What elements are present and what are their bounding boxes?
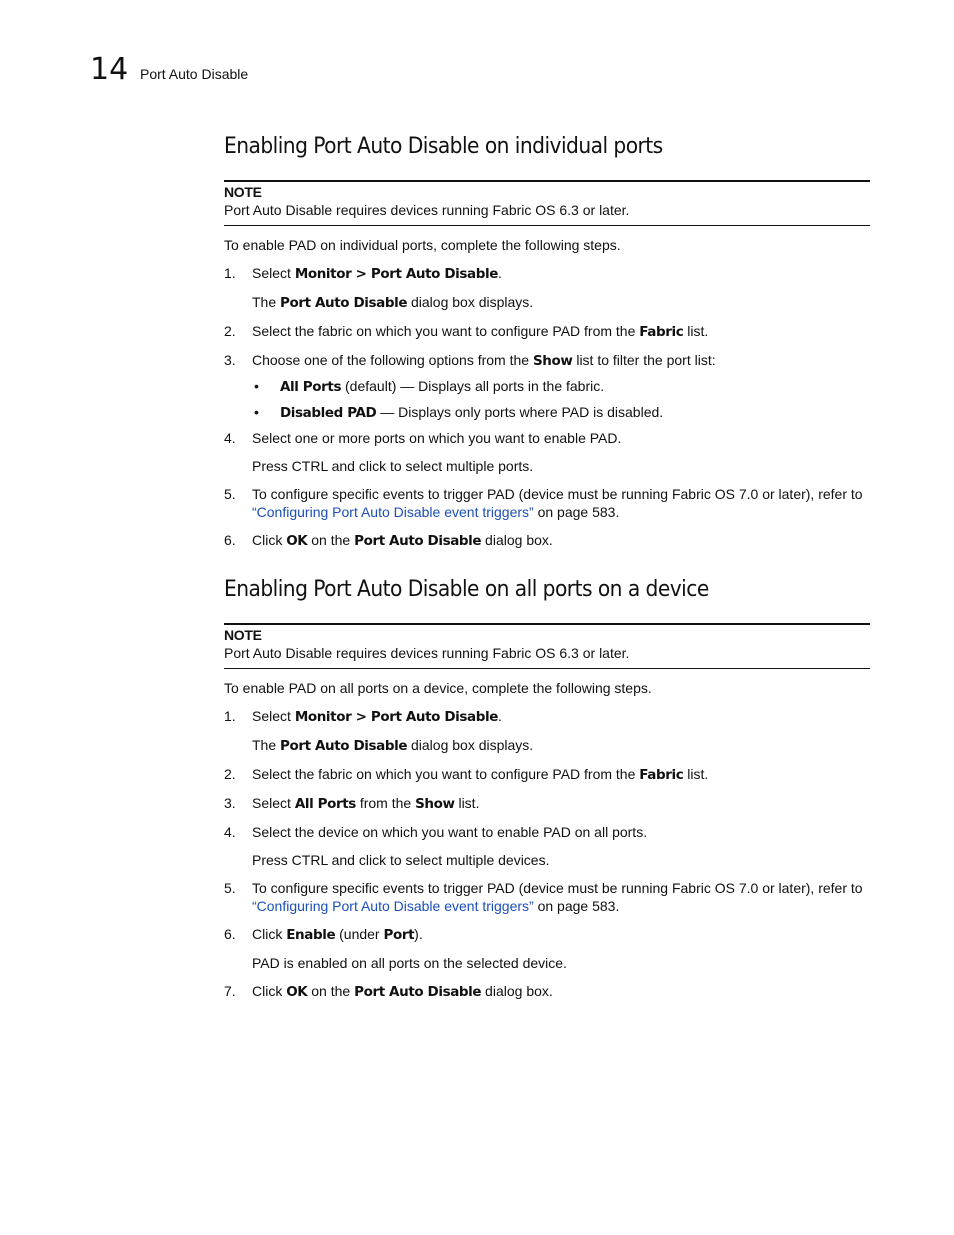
steps-list — [224, 264, 870, 550]
chapter-number: 14 — [90, 52, 129, 87]
note-box — [224, 180, 870, 226]
note-text: Port Auto Disable requires devices running Fabric OS 6.3 or later. — [224, 202, 630, 218]
step-text: Select one or more ports on which you want to enable PAD. — [252, 430, 622, 446]
step-4 — [224, 429, 870, 475]
step-number: 5. — [224, 880, 236, 896]
ui-term: Show — [415, 796, 455, 812]
step-number: 7. — [224, 983, 236, 999]
step-text: To configure specific events to trigger PAD (device must be running Fabric OS 7.0 or later), refer to — [252, 880, 863, 896]
step-text: on page 583. — [533, 898, 620, 914]
step-text: Click — [252, 926, 287, 942]
ui-term: Monitor > Port Auto Disable — [294, 709, 498, 725]
step-text: on the — [307, 532, 355, 548]
step-text: list. — [683, 323, 709, 339]
step-text: Select the device on which you want to enable PAD on all ports. — [252, 824, 648, 840]
step-text: dialog box. — [481, 983, 553, 999]
step-text: dialog box. — [481, 532, 553, 548]
step-number: 2. — [224, 766, 236, 782]
step-number: 4. — [224, 430, 236, 446]
section-title: Enabling Port Auto Disable on all ports on a device — [224, 577, 709, 602]
step-text: list. — [683, 766, 709, 782]
step-text: (under — [335, 926, 384, 942]
running-head: Port Auto Disable — [140, 66, 249, 82]
step-text: from the — [355, 795, 416, 811]
ui-term: Fabric — [639, 767, 684, 783]
step-number: 3. — [224, 795, 236, 811]
step-2 — [224, 322, 870, 341]
note-box — [224, 623, 870, 669]
step-text: Select — [252, 795, 295, 811]
step-number: 1. — [224, 265, 236, 281]
step-3 — [224, 794, 870, 813]
step-number: 6. — [224, 532, 236, 548]
ui-term: Port Auto Disable — [354, 984, 482, 1000]
step-text: Select the fabric on which you want to configure PAD from the — [252, 323, 640, 339]
section-individual-ports — [224, 133, 870, 550]
step-text: on the — [307, 983, 355, 999]
section-title: Enabling Port Auto Disable on individual ports — [224, 134, 663, 159]
section-all-ports-device — [224, 576, 870, 1001]
intro-text: To enable PAD on all ports on a device, complete the following steps. — [224, 680, 652, 696]
step-text: list to filter the port list: — [572, 352, 716, 368]
ui-term: Enable — [286, 927, 336, 943]
step-4-note: Press CTRL and click to select multiple ports. — [252, 458, 534, 474]
ui-term: OK — [286, 984, 308, 1000]
note-label: NOTE — [224, 627, 262, 643]
bullet-text: (default) — Displays all ports in the fabric. — [341, 378, 605, 394]
step-1-result — [252, 293, 870, 312]
ui-term: Port — [383, 927, 415, 943]
step-text: . — [497, 708, 502, 724]
step-text: The — [252, 294, 281, 310]
step-text: Select the fabric on which you want to configure PAD from the — [252, 766, 640, 782]
step-text: To configure specific events to trigger PAD (device must be running Fabric OS 7.0 or later), refer to — [252, 486, 863, 502]
step-text: ). — [414, 926, 423, 942]
step-text: Choose one of the following options from the — [252, 352, 533, 368]
step-6 — [224, 925, 870, 972]
step-text: Select — [252, 265, 295, 281]
bullet-item — [252, 403, 870, 422]
bullet-list — [252, 377, 870, 422]
step-1 — [224, 707, 870, 755]
step-1-result — [252, 736, 870, 755]
step-text: on page 583. — [533, 504, 620, 520]
intro-text: To enable PAD on individual ports, complete the following steps. — [224, 237, 621, 253]
step-text: Click — [252, 532, 287, 548]
ui-term: Port Auto Disable — [354, 533, 482, 549]
step-1 — [224, 264, 870, 312]
step-text: Select — [252, 708, 295, 724]
step-text: Click — [252, 983, 287, 999]
step-text: dialog box displays. — [407, 737, 534, 753]
ui-term: OK — [286, 533, 308, 549]
step-number: 1. — [224, 708, 236, 724]
step-4-note: Press CTRL and click to select multiple devices. — [252, 852, 550, 868]
steps-list — [224, 707, 870, 1001]
cross-reference-link[interactable]: “Configuring Port Auto Disable event triggers” — [252, 504, 534, 520]
step-5 — [224, 485, 870, 521]
ui-term: Show — [532, 353, 573, 369]
bullet-item — [252, 377, 870, 396]
bullet-text: — Displays only ports where PAD is disabled. — [376, 404, 664, 420]
step-text: The — [252, 737, 281, 753]
ui-term: Fabric — [639, 324, 684, 340]
step-4 — [224, 823, 870, 869]
bullet-icon: • — [254, 378, 259, 394]
step-6 — [224, 531, 870, 550]
ui-term: Port Auto Disable — [280, 295, 408, 311]
step-number: 3. — [224, 352, 236, 368]
note-label: NOTE — [224, 184, 262, 200]
note-text: Port Auto Disable requires devices running Fabric OS 6.3 or later. — [224, 645, 630, 661]
ui-term: Disabled PAD — [280, 405, 377, 421]
ui-term: Monitor > Port Auto Disable — [294, 266, 498, 282]
step-number: 2. — [224, 323, 236, 339]
step-2 — [224, 765, 870, 784]
bullet-icon: • — [254, 404, 259, 420]
step-3 — [224, 351, 870, 422]
step-5 — [224, 879, 870, 915]
step-number: 4. — [224, 824, 236, 840]
cross-reference-link[interactable]: “Configuring Port Auto Disable event triggers” — [252, 898, 534, 914]
ui-term: All Ports — [280, 379, 342, 395]
step-text: dialog box displays. — [407, 294, 534, 310]
ui-term: Port Auto Disable — [280, 738, 408, 754]
step-text: list. — [454, 795, 480, 811]
step-number: 6. — [224, 926, 236, 942]
step-text: . — [497, 265, 502, 281]
step-7 — [224, 982, 870, 1001]
step-number: 5. — [224, 486, 236, 502]
ui-term: All Ports — [294, 796, 356, 812]
step-6-result: PAD is enabled on all ports on the selected device. — [252, 955, 567, 971]
